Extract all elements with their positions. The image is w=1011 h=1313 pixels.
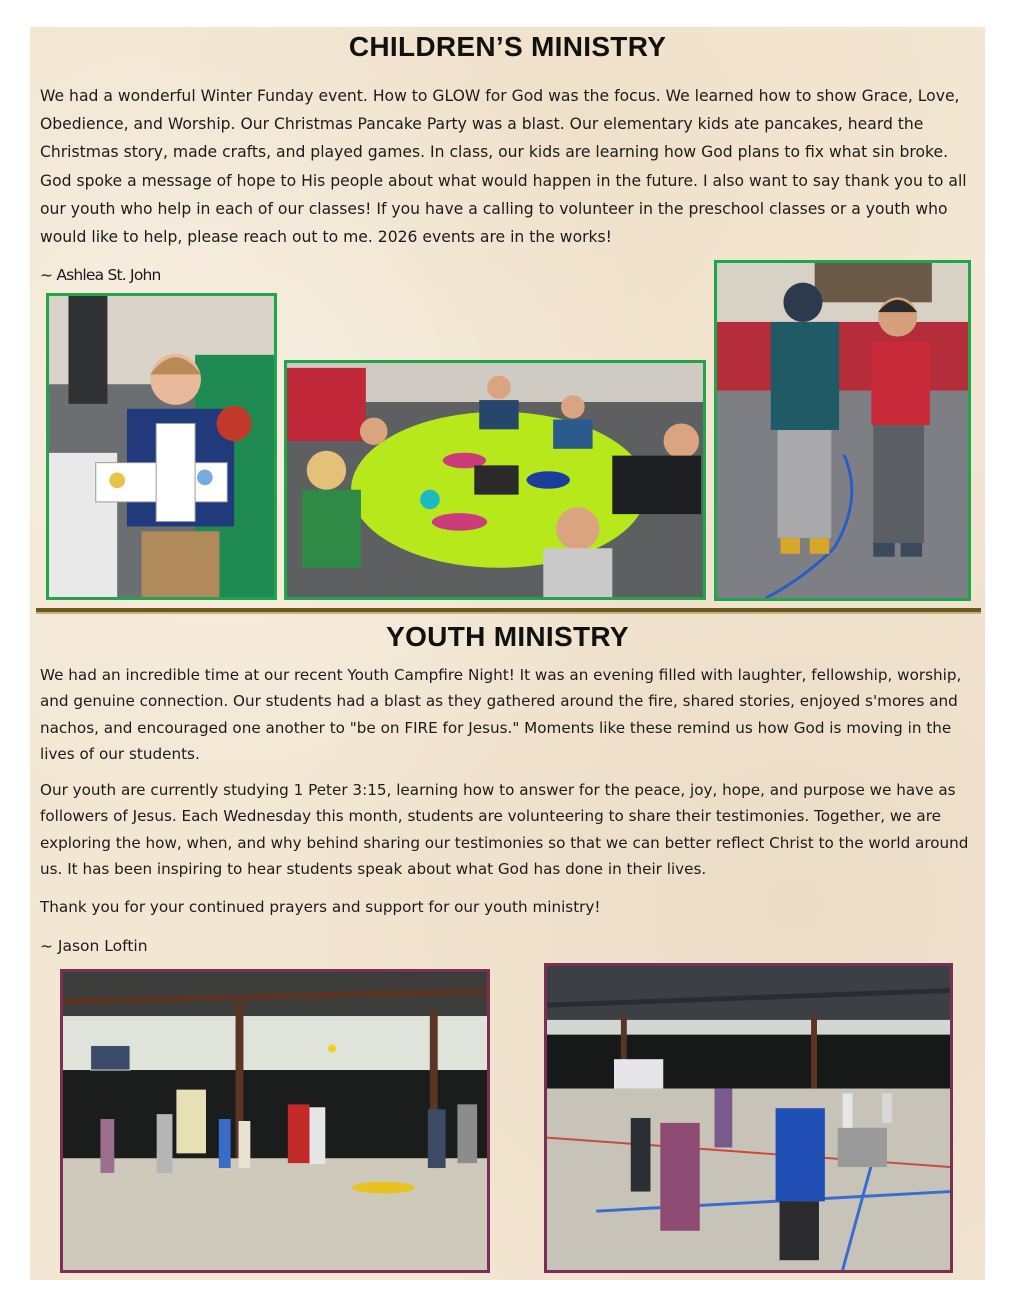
youth-paragraph-2: Our youth are currently studying 1 Peter 3:15, learning how to answer for the peace, joy, hope, and purpose we have as followers of Jesus. Each Wednesday this month, students are volunteering to share their testimonies. Together, we are exploring the how, when, and why behind sharing our testimonies so that we can better reflect Christ to the world around us. It has been inspiring to hear students speak about what God has done in their lives. xyxy=(40,781,969,879)
newsletter-page xyxy=(30,27,985,1280)
two-boys-standing-photo xyxy=(714,260,971,601)
youth-paragraph-1: We had an incredible time at our recent Youth Campfire Night! It was an evening filled with laughter, fellowship, worship, and genuine connection. Our students had a blast as they gathered around the fire, shared stories, enjoyed s'mores and nachos, and encouraged one another to "be on FIRE for Jesus." Moments like these remind us how God is moving in the lives of our students. xyxy=(40,666,962,764)
youth-ministry-heading: YOUTH MINISTRY xyxy=(386,621,629,652)
childrens-ministry-body: We had a wonderful Winter Funday event. How to GLOW for God was the focus. We learned how to show Grace, Love, Obedience, and Worship. Our Christmas Pancake Party was a blast. Our elementary kids ate pancakes, heard the Christmas story, made crafts, and played games. In class, our kids are learning how God plans to fix what sin broke. God spoke a message of hope to His people about what would happen in the future. I also want to say thank you to all our youth who help in each of our classes! If you have a calling to volunteer in the preschool classes or a youth who would like to help, please reach out to me. 2026 events are in the works! xyxy=(40,87,967,247)
youth-ministry-signature: ~ Jason Loftin xyxy=(40,937,148,955)
youth-paragraph-3: Thank you for your continued prayers and support for our youth ministry! xyxy=(40,898,601,916)
child-with-craft-photo xyxy=(46,293,277,600)
kids-crafting-at-table-photo xyxy=(284,360,706,600)
youth-gym-game-photo xyxy=(544,963,953,1273)
section-divider-shadow xyxy=(36,612,981,614)
childrens-ministry-signature: ~ Ashlea St. John xyxy=(40,266,161,284)
youth-pavilion-game-photo xyxy=(60,969,490,1273)
childrens-ministry-heading: CHILDREN’S MINISTRY xyxy=(348,31,667,62)
